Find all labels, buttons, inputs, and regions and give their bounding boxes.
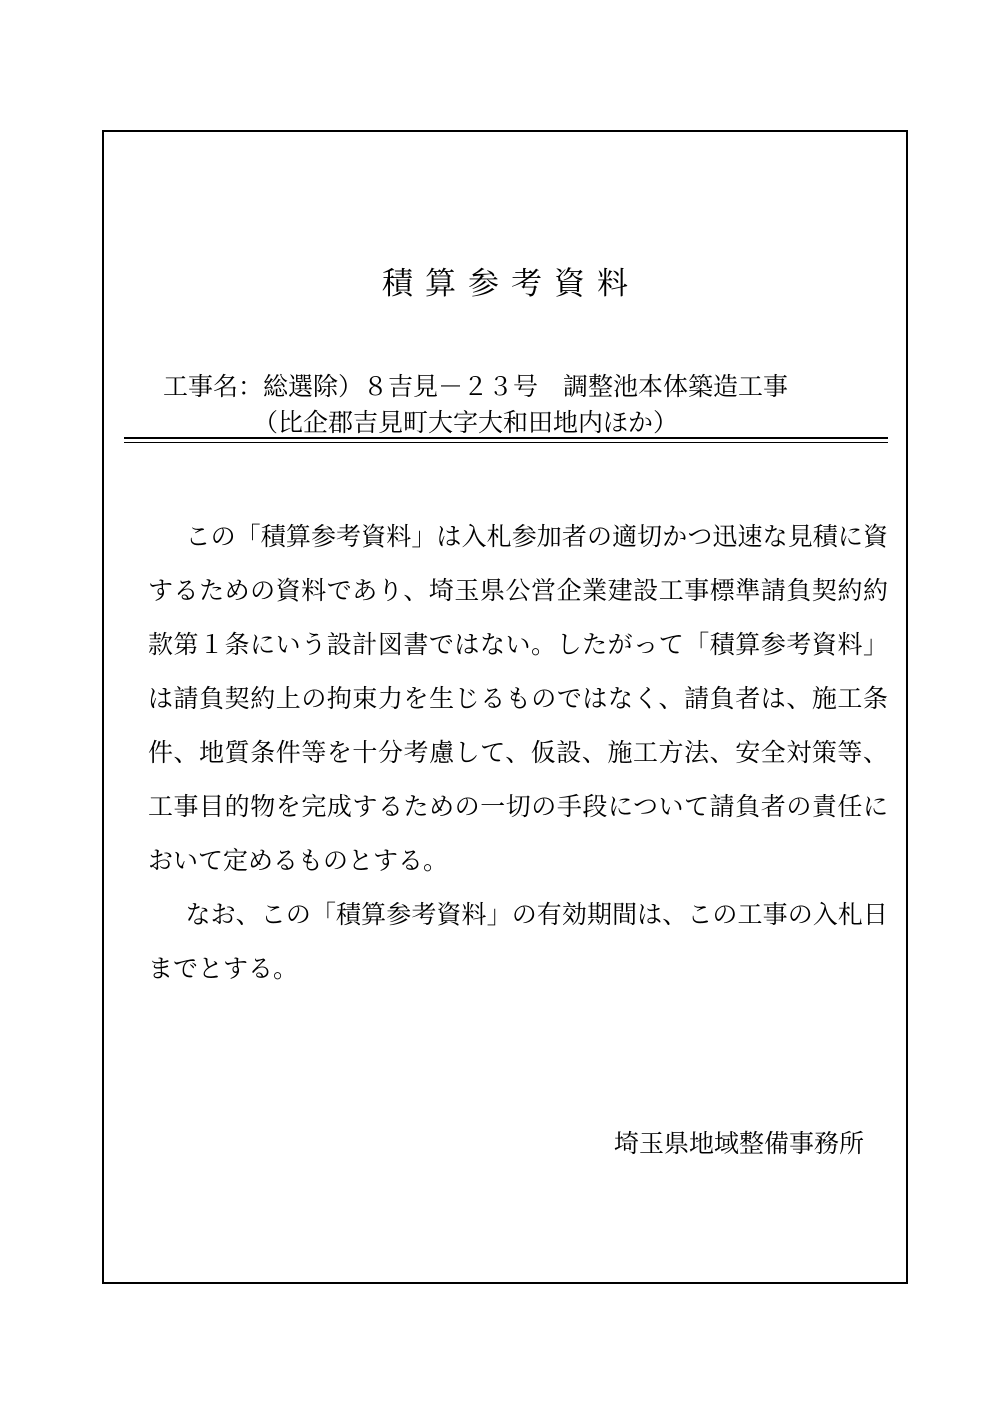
body-text (148, 510, 888, 996)
issuer-name: 埼玉県地域整備事務所 (613, 1129, 864, 1158)
project-name: 工事名：総選除）８吉見－２３号 調整池本体築造工事 (163, 372, 789, 401)
title-underline (124, 437, 888, 443)
paragraph-validity: なお、この「積算参考資料」の有効期間は、この工事の入札日までとする。 (148, 900, 888, 983)
document-title: 積算参考資料 (382, 266, 640, 302)
project-location: （比企郡吉見町大字大和田地内ほか） (253, 408, 679, 437)
paragraph-main: この「積算参考資料」は入札参加者の適切かつ迅速な見積に資するための資料であり、埼玉県公営企業建設工事標準請負契約約款第１条にいう設計図書ではない。したがって「積算参考資料」は請負契約上の拘束力を生じるものではなく、請負者は、施工条件、地質条件等を十分考慮して、仮設、施工方法、安全対策等、工事目的物を完成するための一切の手段について請負者の責任において定めるものとする。 (148, 522, 888, 875)
